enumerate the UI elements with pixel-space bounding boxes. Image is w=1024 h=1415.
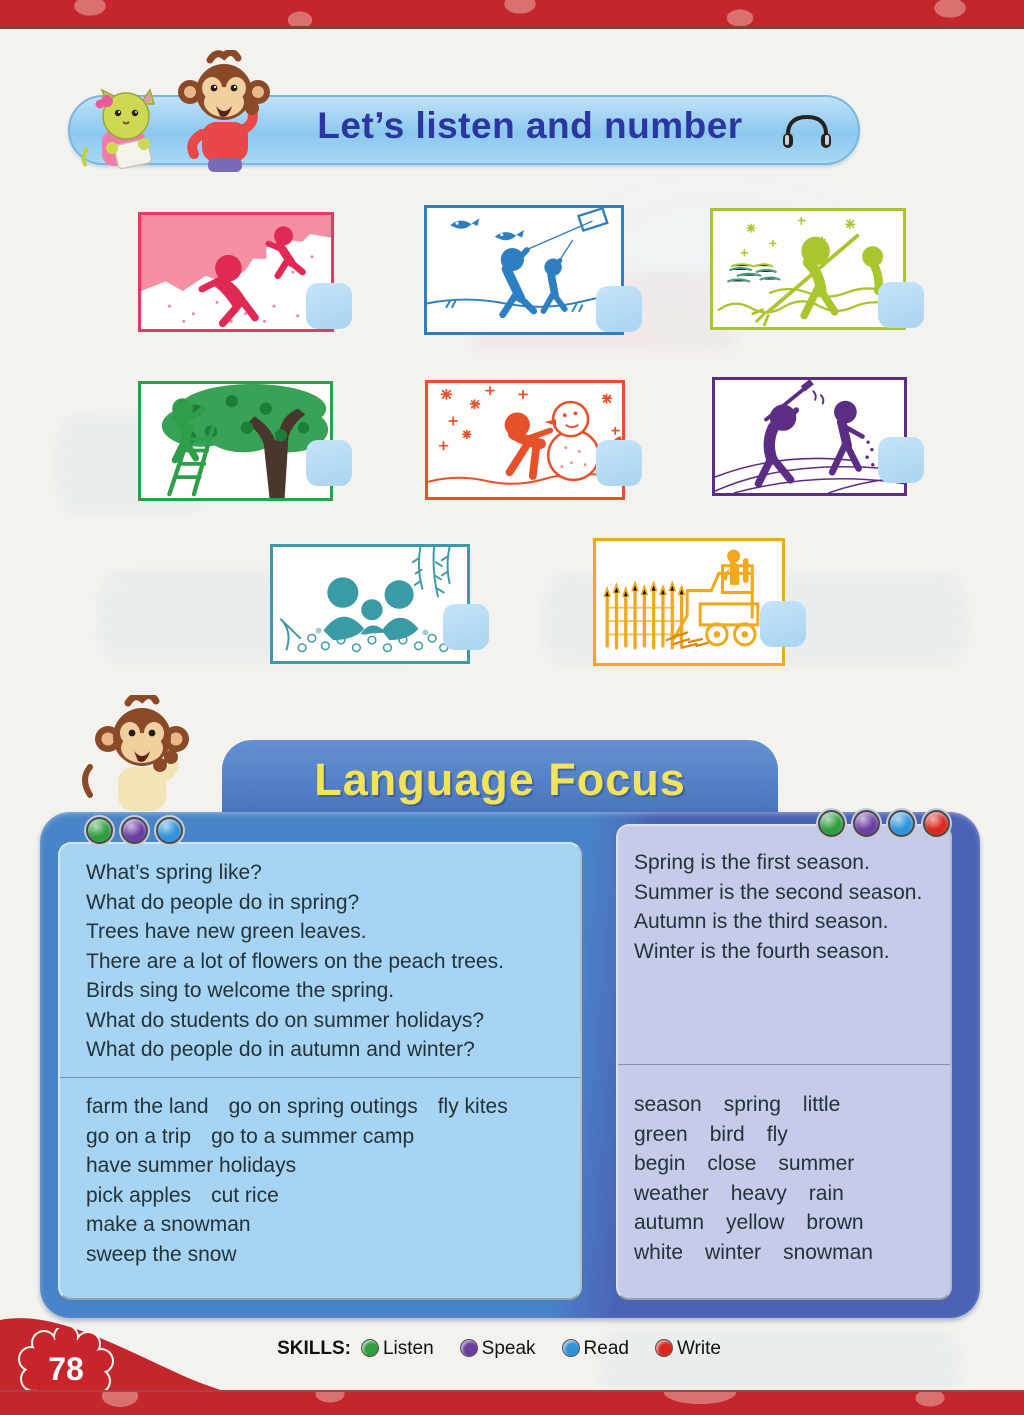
- skill-name: Listen: [382, 1338, 434, 1359]
- word-chunk: farm the land: [86, 1095, 209, 1118]
- word-chunk: snowman: [783, 1240, 873, 1264]
- word-chunk: spring: [723, 1093, 781, 1116]
- text-line: Spring is the first season.: [634, 851, 870, 874]
- word-chunk: fly: [766, 1122, 788, 1146]
- word-chunk: heavy: [730, 1181, 787, 1205]
- skill-name: Speak: [481, 1338, 536, 1359]
- word-chunk: weather: [634, 1181, 709, 1205]
- language-focus-title: Language Focus: [314, 754, 686, 805]
- right-skill-dots: [818, 810, 950, 837]
- picture-5: [425, 380, 625, 500]
- word-chunk: go on a trip: [86, 1124, 192, 1148]
- picture-1: [138, 212, 334, 332]
- skill-indicator-dot: [923, 810, 950, 837]
- word-chunk: make a snowman: [86, 1213, 251, 1236]
- cat-character-image: [78, 86, 174, 177]
- skill-dot-icon: [460, 1339, 478, 1357]
- word-chunk: white: [634, 1240, 684, 1264]
- left-skill-dots: [86, 817, 183, 844]
- text-line: Birds sing to welcome the spring.: [86, 979, 395, 1002]
- season-phrases-text: [86, 1092, 574, 1269]
- skill-indicator-dot: [156, 817, 183, 844]
- answer-box-8[interactable]: [760, 601, 806, 647]
- skill-dot-icon: [361, 1339, 379, 1357]
- picture-8: [593, 538, 785, 666]
- word-chunk: bird: [709, 1122, 745, 1146]
- picture-4: [138, 381, 333, 501]
- word-chunk: go on spring outings: [228, 1095, 418, 1118]
- picture-7: [270, 544, 470, 664]
- headphones-icon: [778, 111, 836, 156]
- text-line: [86, 1240, 574, 1270]
- text-line: Summer is the second season.: [634, 880, 923, 904]
- word-chunk: summer: [778, 1152, 855, 1175]
- monkey-character-image: [168, 50, 276, 179]
- answer-box-1[interactable]: [306, 283, 352, 329]
- text-line: [634, 1090, 940, 1120]
- text-line: [86, 1122, 574, 1152]
- skill-item-read: [562, 1338, 629, 1359]
- word-chunk: autumn: [634, 1211, 705, 1234]
- spring-questions-text: [86, 858, 574, 1065]
- skill-item-listen: [361, 1338, 434, 1359]
- text-line: [86, 1181, 574, 1211]
- text-line: There are a lot of flowers on the peach trees.: [86, 949, 504, 973]
- word-chunk: close: [707, 1152, 757, 1175]
- picture-3: [710, 208, 906, 330]
- text-line: [634, 1149, 940, 1179]
- word-chunk: winter: [705, 1240, 762, 1264]
- text-line: What’s spring like?: [86, 861, 262, 884]
- vocabulary-words-text: [634, 1090, 940, 1267]
- word-chunk: cut rice: [211, 1183, 279, 1207]
- word-chunk: go to a summer camp: [211, 1124, 415, 1148]
- skill-indicator-dot: [86, 817, 113, 844]
- text-line: What do people do in spring?: [86, 890, 360, 914]
- text-line: [634, 1120, 940, 1150]
- skill-indicator-dot: [818, 810, 845, 837]
- word-chunk: season: [634, 1093, 702, 1116]
- skill-name: Write: [676, 1338, 721, 1359]
- left-card-divider: [60, 1077, 580, 1078]
- text-line: [86, 1092, 574, 1122]
- text-line: [634, 1179, 940, 1209]
- monkey-character-image: [76, 695, 200, 820]
- skill-name: Read: [583, 1338, 629, 1359]
- right-card-divider: [618, 1064, 950, 1065]
- skills-label: SKILLS:: [277, 1338, 351, 1359]
- word-chunk: yellow: [726, 1211, 785, 1234]
- answer-box-6[interactable]: [878, 437, 924, 483]
- text-line: Autumn is the third season.: [634, 910, 889, 933]
- word-chunk: green: [634, 1122, 688, 1146]
- picture-2: [424, 205, 624, 335]
- skill-item-speak: [460, 1338, 536, 1359]
- season-sentences-text: [634, 848, 940, 966]
- text-line: [634, 1208, 940, 1238]
- text-line: Winter is the fourth season.: [634, 939, 890, 963]
- page-number: 78: [48, 1351, 84, 1387]
- page-top-border: [0, 0, 1024, 29]
- word-chunk: sweep the snow: [86, 1242, 237, 1266]
- text-line: [634, 1238, 940, 1268]
- answer-box-4[interactable]: [306, 440, 352, 486]
- picture-6: [712, 377, 907, 496]
- text-line: Trees have new green leaves.: [86, 920, 367, 943]
- skill-indicator-dot: [888, 810, 915, 837]
- word-chunk: little: [802, 1093, 841, 1116]
- skill-indicator-dot: [121, 817, 148, 844]
- text-line: What do students do on summer holidays?: [86, 1008, 485, 1032]
- skill-dot-icon: [562, 1339, 580, 1357]
- word-chunk: begin: [634, 1152, 686, 1175]
- answer-box-3[interactable]: [878, 282, 924, 328]
- answer-box-5[interactable]: [596, 440, 642, 486]
- text-line: [86, 1151, 574, 1181]
- word-chunk: rain: [808, 1181, 844, 1205]
- word-chunk: pick apples: [86, 1183, 192, 1207]
- word-chunk: brown: [806, 1211, 864, 1234]
- page-bottom-border: [0, 1390, 1024, 1415]
- answer-box-7[interactable]: [443, 604, 489, 650]
- activity-title: Let’s listen and number: [317, 105, 743, 146]
- word-chunk: fly kites: [437, 1095, 508, 1118]
- word-chunk: have summer holidays: [86, 1154, 297, 1177]
- answer-box-2[interactable]: [596, 286, 642, 332]
- skill-dot-icon: [655, 1339, 673, 1357]
- text-line: [86, 1210, 574, 1240]
- skill-item-write: [655, 1338, 721, 1359]
- text-line: What do people do in autumn and winter?: [86, 1038, 475, 1061]
- skill-indicator-dot: [853, 810, 880, 837]
